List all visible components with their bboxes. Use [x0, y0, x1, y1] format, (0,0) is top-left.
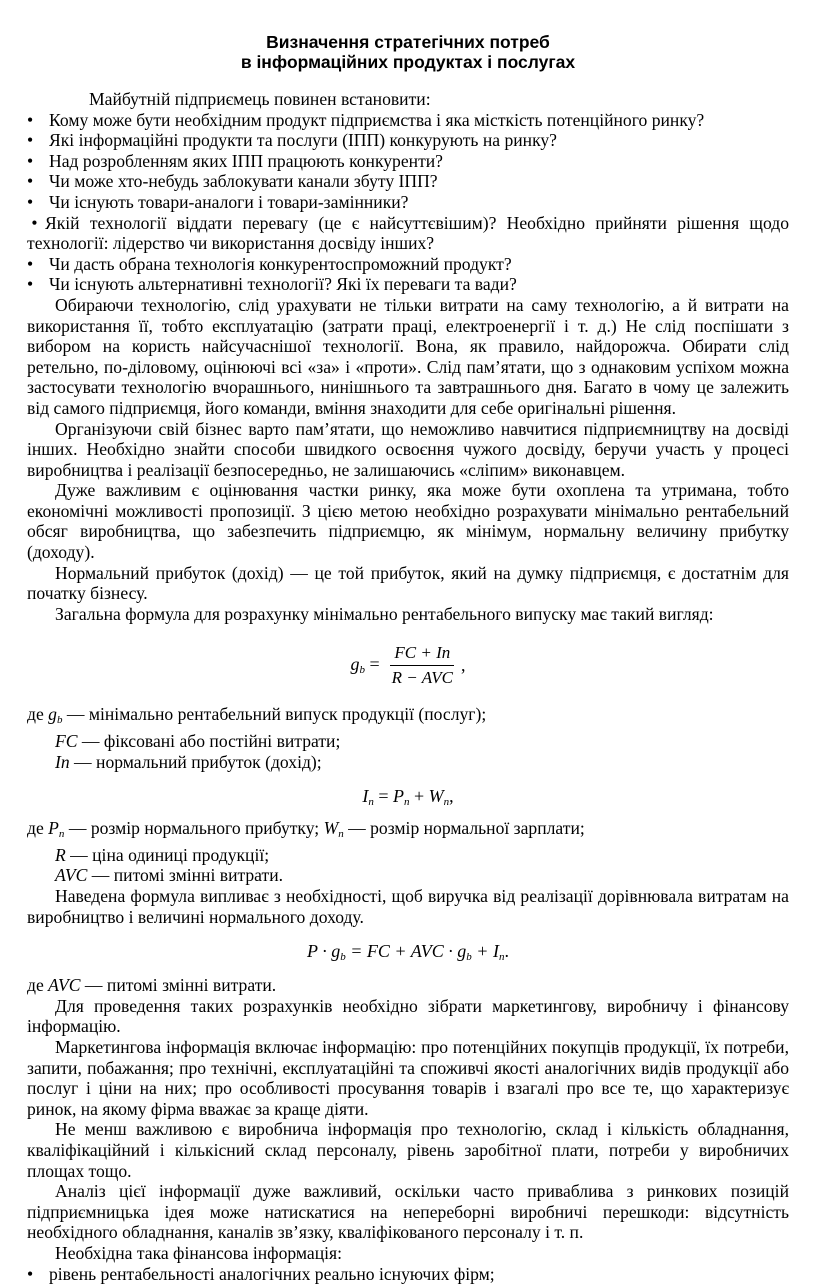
definition-avc: AVC — питомі змінні витрати.	[55, 865, 284, 886]
document-page	[27, 32, 789, 1284]
definition-avc-2: де AVC — питомі змінні витрати.	[27, 975, 277, 996]
bullet-icon: •	[27, 1263, 34, 1284]
bullet-icon: •	[27, 150, 34, 171]
formula-fraction	[388, 643, 457, 688]
bullet-icon: •	[27, 171, 34, 192]
paragraph: Загальна формула для розрахунку мінімально рентабельного випуску має такий вигляд:	[55, 603, 714, 624]
formula-revenue-balance: $P \cdot g_b$ = FC + AVC · $g_b + I_n$.	[307, 941, 509, 964]
formula-lhs: g	[350, 654, 360, 675]
intro-text: Майбутній підприємець повинен встановити:	[89, 89, 431, 109]
bullet-list-financial	[27, 1264, 789, 1284]
formula-numerator: FC + In	[390, 643, 454, 666]
document-title	[27, 32, 789, 72]
list-item: • Чи існують товари-аналоги і товари-замінники?	[27, 191, 409, 212]
definition-in: In — нормальний прибуток (дохід);	[55, 751, 322, 772]
list-item: • рівень рентабельності аналогічних реально існуючих фірм;	[27, 1263, 495, 1284]
bullet-icon: •	[27, 109, 34, 130]
definition-gb: де $g_b$ — мінімально рентабельний випуск продукції (послуг);	[27, 704, 487, 727]
title-line-1: Визначення стратегічних потреб	[266, 32, 550, 52]
list-item: • Чи дасть обрана технологія конкурентоспроможний продукт?	[27, 253, 512, 274]
paragraph: Організуючи свій бізнес варто пам’ятати, що неможливо навчитися підприємництву на досвіді інших. Необхідно знайти способи швидкого освоєння чужого досвіду, беручи участь у процесі виробництва і реалізації безпосередньо, не залишаючись «сліпим» виконавцем.	[27, 418, 789, 480]
bullet-icon: •	[27, 130, 34, 151]
formula-denominator: R − AVC	[391, 667, 453, 687]
list-item: • Якій технології віддати перевагу (це є найсуттєвішим)? Необхідно прийняти рішення щодо технології: лідерство чи використання досвіду інших?	[27, 212, 789, 254]
list-item: • Над розробленням яких ІПП працюють конкуренти?	[27, 150, 443, 171]
bullet-list-questions	[27, 110, 789, 295]
paragraph: Обираючи технологію, слід урахувати не тільки витрати на саму технологію, а й витрати на використання її, тобто експлуатацію (затрати праці, електроенергії і т. д.) Не слід поспішати з вибором на користь найсучаснішої технології. Вона, як правило, найдорожча. Обирати слід ретельно, по-діловому, оцінюючі всі «за» і «проти». Слід пам’ятати, що з однаковим успіхом можна застосувати технологію вчорашнього, нинішнього та завтрашнього дня. Багато в чому це залежить від самого підприємця, його команди, вміння знаходити для себе оригінальні рішення.	[27, 294, 789, 418]
paragraph: Наведена формула випливає з необхідності, щоб виручка від реалізації дорівнювала витратам на виробництво і величині нормального доходу.	[27, 886, 789, 927]
list-item: • Які інформаційні продукти та послуги (ІПП) конкурують на ринку?	[27, 130, 557, 151]
paragraph: Дуже важливим є оцінювання частки ринку, яка може бути охоплена та утримана, тобто економічні можливості пропозиції. З цією метою необхідно розрахувати мінімально рентабельний обсяг виробництва, що забезпечить підприємцю, як мінімум, нормальну величину прибутку (доходу).	[27, 480, 789, 563]
definition-r: R — ціна одиниці продукції;	[55, 844, 270, 865]
formula-min-output: $g_b$ = $\frac{FC + In}{\text{R − AVC}}$ ,	[350, 642, 466, 687]
paragraph: Маркетингова інформація включає інформацію: про потенційних покупців продукції, їх потреби, запити, побажання; про технічні, експлуатаційні та споживчі якості аналогічних видів продукції або послуг і ціни на них; про особливості просування товарів і взагалі про все те, що характеризує ринок, на якому фірма вважає за краще діяти.	[27, 1036, 789, 1119]
list-item: • Чи може хто-небудь заблокувати канали збуту ІПП?	[27, 171, 438, 192]
paragraph: Для проведення таких розрахунків необхідно зібрати маркетингову, виробничу і фінансову інформацію.	[27, 995, 789, 1037]
list-item: • Кому може бути необхідним продукт підприємства і яка місткість потенційного ринку?	[27, 109, 705, 130]
paragraph: Не менш важливою є виробнича інформація про технологію, склад і кількість обладнання, кваліфікаційний і кількісний склад персоналу, рівень заробітної плати, потреби у виробничих площах тощо.	[27, 1119, 789, 1181]
bullet-icon: •	[27, 212, 38, 233]
paragraph: Необхідна така фінансова інформація:	[55, 1242, 343, 1263]
title-line-2: в інформаційних продуктах і послугах	[240, 52, 576, 72]
paragraph: Аналіз цієї інформації дуже важливий, оскільки часто приваблива з ринкових позицій підприємницька ідея може натискатися на непереборні виробничі перешкоди: відсутність необхідного обладнання, каналів зв’язку, кваліфікованого персоналу і т. п.	[27, 1181, 789, 1243]
bullet-icon: •	[27, 253, 34, 274]
bullet-icon: •	[27, 274, 34, 295]
definition-pn-wn: де $P_n$ — розмір нормального прибутку; $W_n$ — розмір нормальної зарплати;	[27, 818, 585, 841]
paragraph: Нормальний прибуток (дохід) — це той прибуток, який на думку підприємця, є достатнім для початку бізнесу.	[27, 562, 789, 604]
definition-fc: FC — фіксовані або постійні витрати;	[55, 731, 341, 752]
list-item: • Чи існують альтернативні технології? Які їх переваги та вади?	[27, 274, 517, 295]
bullet-icon: •	[27, 191, 34, 212]
formula-normal-income: $I_n = P_n + W_n$,	[362, 786, 454, 809]
